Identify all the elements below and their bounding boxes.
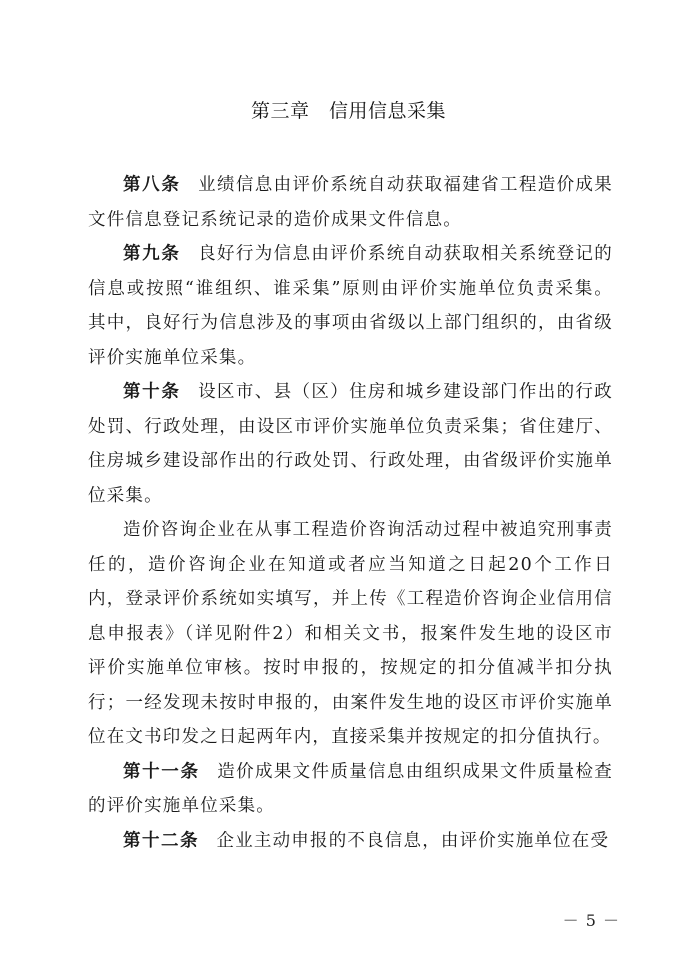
paragraph-article-9 (88, 237, 613, 375)
article-number: 第十一条 (123, 761, 200, 782)
paragraph-article-11 (88, 755, 613, 824)
paragraph-text: 造价咨询企业在从事工程造价咨询活动过程中被追究刑事责任的，造价咨询企业在知道或者应当知道之日起20个工作日内，登录评价系统如实填写，并上传《工程造价咨询企业信用信息申报表》（详见附件2）和相关文书，报案件发生地的设区市评价实施单位审核。按时申报的，按规定的扣分值减半扣分执行；一经发现未按时申报的，由案件发生地的设区市评价实施单位在文书印发之日起两年内，直接采集并按规定的扣分值执行。 (88, 520, 613, 747)
body-text (88, 168, 613, 858)
article-number: 第八条 (123, 175, 181, 195)
article-number: 第十二条 (123, 830, 199, 851)
article-number: 第十条 (123, 382, 181, 402)
paragraph-article-10 (88, 375, 613, 513)
paragraph-article-12 (88, 824, 613, 859)
paragraph-text: 业绩信息由评价系统自动获取福建省工程造价成果文件信息登记系统记录的造价成果文件信息。 (88, 175, 614, 230)
paragraph-text: 企业主动申报的不良信息，由评价实施单位在受 (216, 830, 610, 851)
paragraph-criminal-liability (88, 513, 613, 755)
page-number: － 5 － (562, 911, 620, 930)
article-number: 第九条 (123, 244, 181, 264)
chapter-title: 第三章 信用信息采集 (250, 100, 446, 122)
paragraph-article-8 (88, 168, 613, 237)
paragraph-text: 良好行为信息由评价系统自动获取相关系统登记的信息或按照“谁组织、谁采集”原则由评价实施单位负责采集。其中，良好行为信息涉及的事项由省级以上部门组织的，由省级评价实施单位采集。 (88, 244, 614, 368)
paragraph-text: 设区市、县（区）住房和城乡建设部门作出的行政处罚、行政处理，由设区市评价实施单位负责采集；省住建厅、住房城乡建设部作出的行政处罚、行政处理，由省级评价实施单位采集。 (88, 382, 614, 506)
paragraph-text: 造价成果文件质量信息由组织成果文件质量检查的评价实施单位采集。 (88, 761, 613, 816)
